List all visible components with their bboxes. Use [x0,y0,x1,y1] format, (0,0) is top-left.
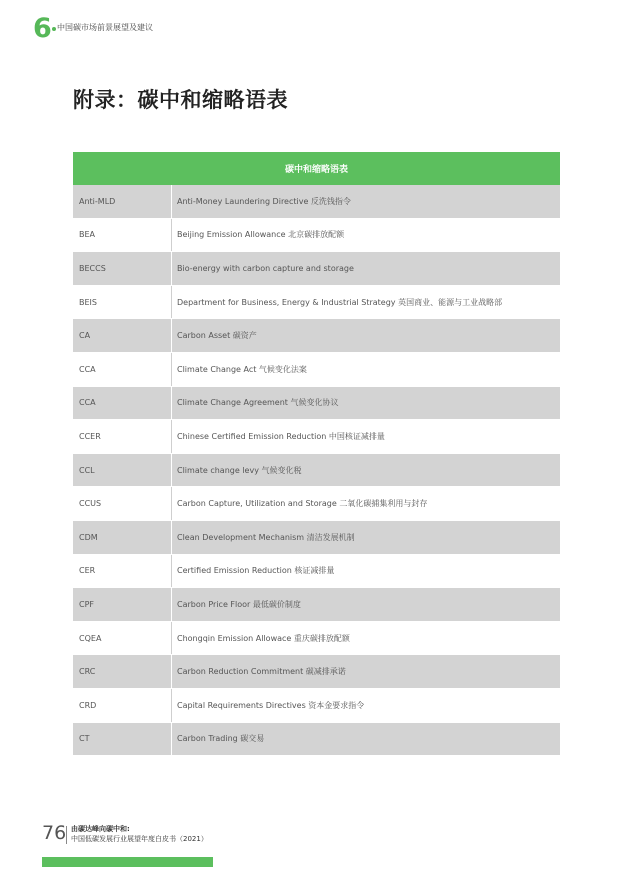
definition-cell: Bio-energy with carbon capture and storage [172,252,560,285]
definition-cell: Certified Emission Reduction 核证减排量 [172,555,560,588]
abbreviation-cell: CT [73,723,172,756]
table-row [73,252,560,286]
abbreviation-cell: CCUS [73,487,172,520]
publication-subtitle: 中国低碳发展行业展望年度白皮书（2021） [71,835,208,843]
definition-cell: Chongqin Emission Allowace 重庆碳排放配额 [172,622,560,655]
abbreviation-cell: BECCS [73,252,172,285]
definition-cell: Carbon Reduction Commitment 碳减排承诺 [172,655,560,688]
page-title: 附录：碳中和缩略语表 [73,88,288,112]
table-row [73,319,560,353]
definition-cell: Capital Requirements Directives 资本金要求指令 [172,689,560,722]
page-number: 76 [42,822,67,844]
footer-divider [66,826,67,844]
bullet-dot-icon [52,27,56,31]
table-row [73,622,560,656]
abbreviation-cell: CCA [73,387,172,420]
publication-title: 由碳达峰向碳中和: [71,825,130,833]
table-row [73,655,560,689]
abbreviation-cell: CCER [73,420,172,453]
table-row [73,219,560,253]
table-body [73,185,560,756]
abbreviation-cell: CCL [73,454,172,487]
abbreviation-cell: BEA [73,219,172,252]
definition-cell: Climate Change Act 气候变化法案 [172,353,560,386]
definition-cell: Department for Business, Energy & Industrial Strategy 英国商业、能源与工业战略部 [172,286,560,319]
table-header: 碳中和缩略语表 [73,152,560,185]
definition-cell: Carbon Price Floor 最低碳价制度 [172,588,560,621]
abbreviation-cell: CPF [73,588,172,621]
table-row [73,588,560,622]
abbreviation-cell: CA [73,319,172,352]
table-row [73,185,560,219]
abbreviation-cell: CRC [73,655,172,688]
abbreviation-table [73,152,560,756]
definition-cell: Carbon Asset 碳资产 [172,319,560,352]
abbreviation-cell: CDM [73,521,172,554]
abbreviation-cell: Anti-MLD [73,185,172,218]
definition-cell: Beijing Emission Allowance 北京碳排放配额 [172,219,560,252]
table-row [73,689,560,723]
table-row [73,286,560,320]
chapter-title: 中国碳市场前景展望及建议 [57,23,153,32]
table-row [73,521,560,555]
table-row [73,555,560,589]
definition-cell: Chinese Certified Emission Reduction 中国核证减排量 [172,420,560,453]
abbreviation-cell: CRD [73,689,172,722]
definition-cell: Clean Development Mechanism 清洁发展机制 [172,521,560,554]
table-row [73,487,560,521]
table-row [73,353,560,387]
footer-accent-bar [42,857,213,867]
table-row [73,420,560,454]
abbreviation-cell: CCA [73,353,172,386]
chapter-number: 6 [33,13,52,44]
abbreviation-cell: CER [73,555,172,588]
definition-cell: Climate change levy 气候变化税 [172,454,560,487]
definition-cell: Carbon Capture, Utilization and Storage 二氧化碳捕集利用与封存 [172,487,560,520]
definition-cell: Anti-Money Laundering Directive 反洗钱指令 [172,185,560,218]
table-row [73,454,560,488]
abbreviation-cell: BEIS [73,286,172,319]
abbreviation-cell: CQEA [73,622,172,655]
table-row [73,387,560,421]
definition-cell: Climate Change Agreement 气候变化协议 [172,387,560,420]
definition-cell: Carbon Trading 碳交易 [172,723,560,756]
table-row [73,723,560,757]
